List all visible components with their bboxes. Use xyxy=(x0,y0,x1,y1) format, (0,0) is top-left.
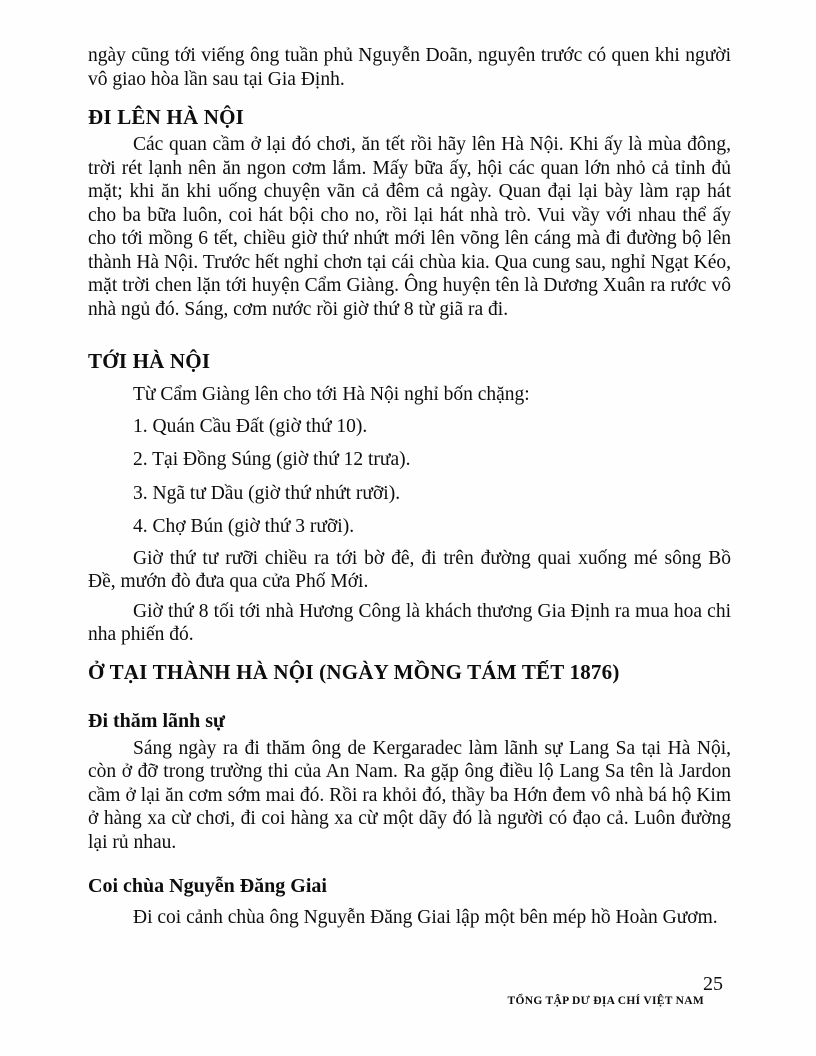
paragraph-di-tham-lanh-su: Sáng ngày ra đi thăm ông de Kergaradec làm lãnh sự Lang Sa tại Hà Nội, còn ở đỡ trong trường thi của An Nam. Ra gặp ông điều lộ Lang Sa tên là Jardon cầm ở lại ăn cơm sớm mai đó. Rồi ra khỏi đó, thầy ba Hớn đem vô nhà bá hộ Kim ở hàng xa cừ chơi, đi coi hàng xa cừ một dãy đó là người có đạo cả. Luôn đường lại rủ nhau. xyxy=(88,737,731,853)
paragraph-di-len-ha-noi: Các quan cầm ở lại đó chơi, ăn tết rồi hãy lên Hà Nội. Khi ấy là mùa đông, trời rét lạnh nên ăn ngon cơm lắm. Mấy bữa ấy, hội các quan lớn nhỏ cả tỉnh đủ mặt; khi ăn khi uống chuyện vãn cả đêm cả ngày. Quan đại lại bày làm rạp hát cho ba bữa luôn, coi hát bội cho no, rồi lại hát nhà trò. Vui vầy với nhau thể ấy cho tới mồng 6 tết, chiều giờ thứ nhứt mới lên võng lên cáng mà đi đường bộ lên thành Hà Nội. Trước hết nghỉ chơn tại cái chùa kia. Qua cung sau, nghỉ Ngạt Kéo, mặt trời chen lặn tới huyện Cẩm Giàng. Ông huyện tên là Dương Xuân ra rước vô nhà ngủ đó. Sáng, cơm nước rồi giờ thứ 8 từ giã ra đi. xyxy=(88,134,731,320)
itinerary-stop: 2. Tại Đồng Súng (giờ thứ 12 trưa). xyxy=(133,449,411,470)
section-heading-toi-ha-noi: TỚI HÀ NỘI xyxy=(88,349,211,373)
paragraph-gio-thu-8: Giờ thứ 8 tối tới nhà Hương Công là khách thương Gia Định ra mua hoa chi nha phiến đó. xyxy=(88,600,731,645)
continued-paragraph: ngày cũng tới viếng ông tuần phủ Nguyễn Doãn, nguyên trước có quen khi người vô giao hòa lần sau tại Gia Định. xyxy=(88,45,731,90)
paragraph-coi-chua: Đi coi cảnh chùa ông Nguyễn Đăng Giai lập một bên mép hồ Hoàn Gươm. xyxy=(133,907,718,928)
subheading-coi-chua-nguyen-dang-giai: Coi chùa Nguyễn Đăng Giai xyxy=(88,875,327,897)
paragraph-gio-thu-tu: Giờ thứ tư rưỡi chiều ra tới bờ đê, đi trên đường quai xuống mé sông Bồ Đề, mướn đò đưa qua cửa Phố Mới. xyxy=(88,547,731,592)
paragraph-toi-ha-noi-intro: Từ Cẩm Giàng lên cho tới Hà Nội nghỉ bốn chặng: xyxy=(133,384,530,405)
section-heading-di-len-ha-noi: ĐI LÊN HÀ NỘI xyxy=(88,105,245,129)
itinerary-stop: 1. Quán Cầu Đất (giờ thứ 10). xyxy=(133,415,368,437)
page-number: 25 xyxy=(703,973,723,995)
section-heading-o-tai-thanh-ha-noi: Ở TẠI THÀNH HÀ NỘI (NGÀY MỒNG TÁM TẾT 1876) xyxy=(88,659,620,684)
itinerary-stop: 4. Chợ Bún (giờ thứ 3 rưỡi). xyxy=(133,516,355,537)
subheading-di-tham-lanh-su: Đi thăm lãnh sự xyxy=(88,709,226,732)
page-body-text xyxy=(88,0,731,930)
itinerary-stop: 3. Ngã tư Dầu (giờ thứ nhứt rưỡi). xyxy=(133,482,401,504)
footer-series-title: TỔNG TẬP DƯ ĐỊA CHÍ VIỆT NAM xyxy=(507,995,704,1007)
itinerary-list xyxy=(88,415,731,539)
